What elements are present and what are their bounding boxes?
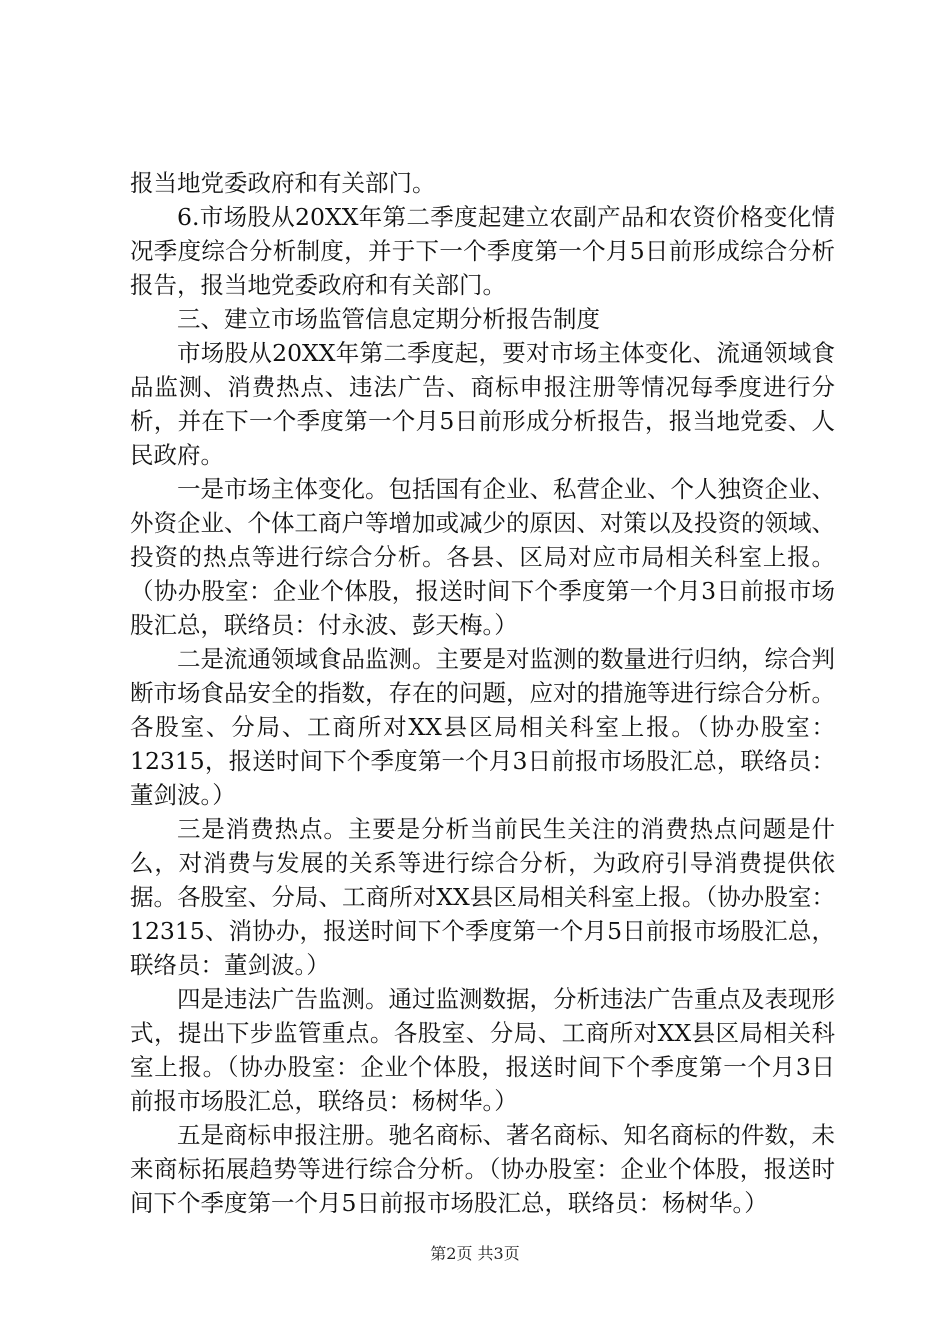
paragraph: 四是违法广告监测。通过监测数据，分析违法广告重点及表现形式，提出下步监管重点。各股室、分局、工商所对XX县区局相关科室上报。（协办股室：企业个体股，报送时间下个季度第一个月3日前报市场股汇总，联络员：杨树华。）: [130, 985, 835, 1115]
section-heading: 三、建立市场监管信息定期分析报告制度: [177, 305, 600, 333]
page-footer: [0, 1244, 950, 1264]
paragraph: 6.市场股从20XX年第二季度起建立农副产品和农资价格变化情况季度综合分析制度，并于下一个季度第一个月5日前形成综合分析报告，报当地党委政府和有关部门。: [130, 203, 835, 299]
paragraph: 五是商标申报注册。驰名商标、著名商标、知名商标的件数，未来商标拓展趋势等进行综合分析。（协办股室：企业个体股，报送时间下个季度第一个月5日前报市场股汇总，联络员：杨树华。）: [130, 1121, 835, 1217]
document-body: [130, 166, 835, 1220]
page-number: 第2页 共3页: [430, 1244, 520, 1263]
paragraph: 市场股从20XX年第二季度起，要对市场主体变化、流通领域食品监测、消费热点、违法广告、商标申报注册等情况每季度进行分析，并在下一个季度第一个月5日前形成分析报告，报当地党委、人民政府。: [130, 339, 835, 469]
paragraph: 一是市场主体变化。包括国有企业、私营企业、个人独资企业、外资企业、个体工商户等增加或减少的原因、对策以及投资的领域、投资的热点等进行综合分析。各县、区局对应市局相关科室上报。（协办股室：企业个体股，报送时间下个季度第一个月3日前报市场股汇总，联络员：付永波、彭天梅。）: [130, 475, 835, 639]
paragraph: 报当地党委政府和有关部门。: [130, 169, 436, 197]
paragraph: 三是消费热点。主要是分析当前民生关注的消费热点问题是什么，对消费与发展的关系等进行综合分析，为政府引导消费提供依据。各股室、分局、工商所对XX县区局相关科室上报。（协办股室：12315、消协办，报送时间下个季度第一个月5日前报市场股汇总，联络员：董剑波。）: [130, 815, 835, 979]
paragraph: 二是流通领域食品监测。主要是对监测的数量进行归纳，综合判断市场食品安全的指数，存在的问题，应对的措施等进行综合分析。各股室、分局、工商所对XX县区局相关科室上报。（协办股室：12315，报送时间下个季度第一个月3日前报市场股汇总，联络员：董剑波。）: [130, 645, 835, 809]
